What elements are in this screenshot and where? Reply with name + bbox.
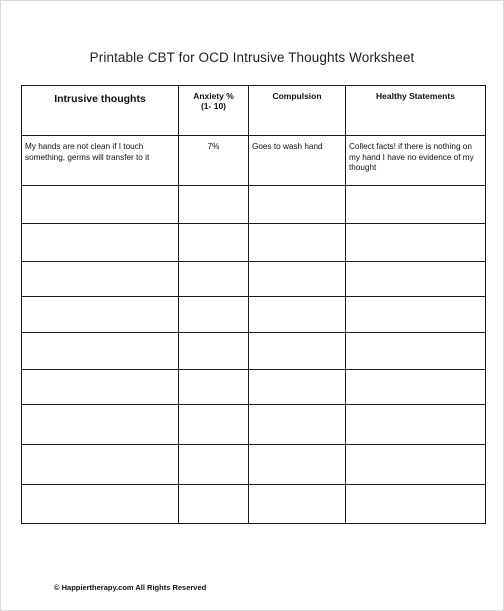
example-anxiety: 7% bbox=[179, 136, 249, 186]
blank-cell[interactable] bbox=[179, 333, 249, 370]
blank-row bbox=[22, 297, 486, 333]
blank-cell[interactable] bbox=[249, 186, 346, 224]
example-healthy-statement: Collect facts! if there is nothing on my hand I have no evidence of my thought bbox=[346, 136, 486, 186]
blank-cell[interactable] bbox=[22, 333, 179, 370]
blank-row bbox=[22, 445, 486, 485]
blank-cell[interactable] bbox=[346, 333, 486, 370]
blank-cell[interactable] bbox=[22, 224, 179, 262]
blank-cell[interactable] bbox=[249, 485, 346, 524]
blank-cell[interactable] bbox=[179, 262, 249, 297]
blank-cell[interactable] bbox=[22, 370, 179, 405]
example-compulsion: Goes to wash hand bbox=[249, 136, 346, 186]
header-row bbox=[22, 86, 486, 136]
blank-cell[interactable] bbox=[22, 297, 179, 333]
blank-cell[interactable] bbox=[179, 405, 249, 445]
blank-cell[interactable] bbox=[346, 445, 486, 485]
blank-cell[interactable] bbox=[22, 262, 179, 297]
blank-cell[interactable] bbox=[22, 485, 179, 524]
header-anxiety-line2: (1- 10) bbox=[200, 101, 227, 111]
blank-row bbox=[22, 262, 486, 297]
header-intrusive-thoughts: Intrusive thoughts bbox=[22, 86, 179, 136]
copyright-footer: © Happiertherapy.com All Rights Reserved bbox=[54, 583, 207, 592]
header-compulsion: Compulsion bbox=[249, 86, 346, 136]
blank-cell[interactable] bbox=[179, 186, 249, 224]
blank-cell[interactable] bbox=[346, 224, 486, 262]
blank-row bbox=[22, 370, 486, 405]
blank-cell[interactable] bbox=[249, 262, 346, 297]
blank-cell[interactable] bbox=[346, 297, 486, 333]
worksheet-title: Printable CBT for OCD Intrusive Thoughts Worksheet bbox=[89, 50, 415, 65]
blank-cell[interactable] bbox=[179, 370, 249, 405]
blank-cell[interactable] bbox=[179, 485, 249, 524]
header-anxiety bbox=[179, 86, 249, 136]
blank-cell[interactable] bbox=[179, 224, 249, 262]
blank-cell[interactable] bbox=[346, 370, 486, 405]
blank-cell[interactable] bbox=[179, 297, 249, 333]
blank-row bbox=[22, 485, 486, 524]
blank-cell[interactable] bbox=[249, 333, 346, 370]
blank-cell[interactable] bbox=[22, 405, 179, 445]
blank-row bbox=[22, 224, 486, 262]
header-healthy-statements: Healthy Statements bbox=[346, 86, 486, 136]
blank-row bbox=[22, 333, 486, 370]
header-anxiety-line1: Anxiety % bbox=[193, 91, 234, 101]
blank-row bbox=[22, 186, 486, 224]
blank-cell[interactable] bbox=[346, 186, 486, 224]
blank-cell[interactable] bbox=[179, 445, 249, 485]
blank-cell[interactable] bbox=[249, 445, 346, 485]
blank-cell[interactable] bbox=[249, 405, 346, 445]
example-intrusive-thought: My hands are not clean if I touch something, germs will transfer to it bbox=[22, 136, 179, 186]
blank-cell[interactable] bbox=[346, 405, 486, 445]
blank-cell[interactable] bbox=[346, 485, 486, 524]
blank-cell[interactable] bbox=[22, 445, 179, 485]
blank-cell[interactable] bbox=[249, 297, 346, 333]
blank-cell[interactable] bbox=[346, 262, 486, 297]
blank-cell[interactable] bbox=[22, 186, 179, 224]
example-row bbox=[22, 136, 486, 186]
blank-cell[interactable] bbox=[249, 224, 346, 262]
blank-row bbox=[22, 405, 486, 445]
worksheet-table bbox=[21, 85, 486, 524]
blank-cell[interactable] bbox=[249, 370, 346, 405]
